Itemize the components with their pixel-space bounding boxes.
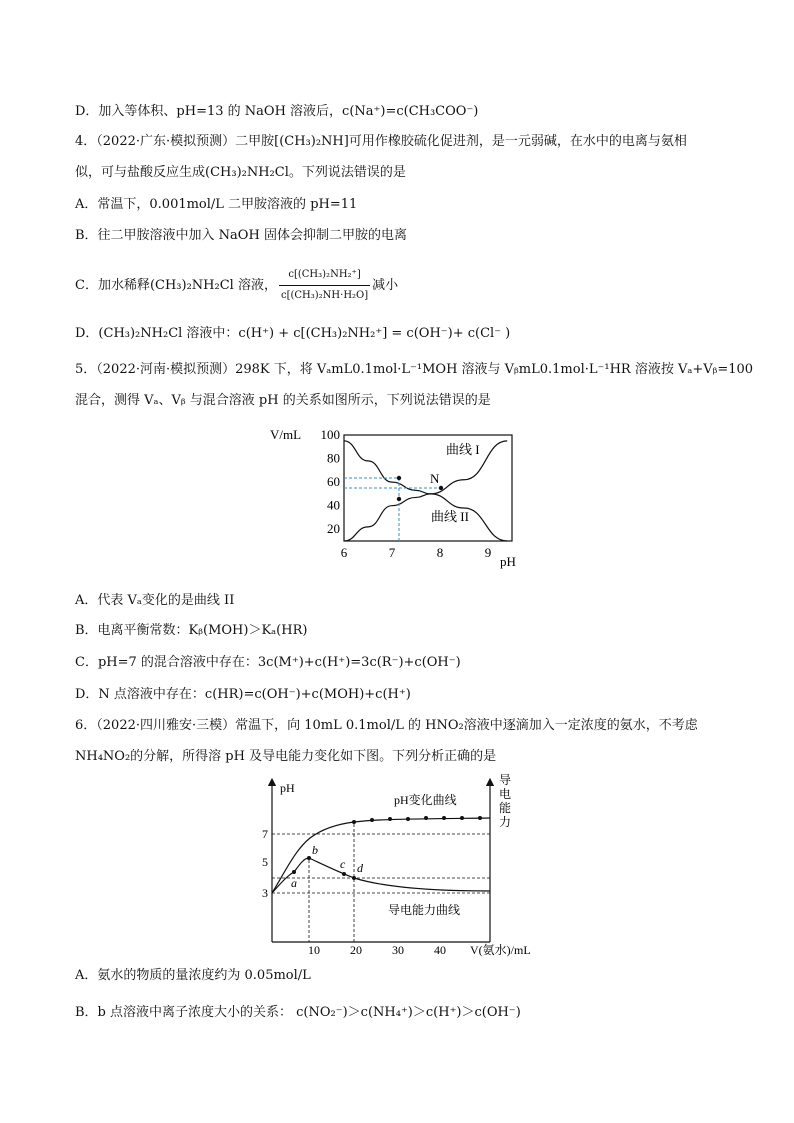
right-label-char: 能 xyxy=(498,801,512,815)
q5-chart xyxy=(268,420,528,580)
ytick-80: 80 xyxy=(327,450,340,466)
fraction-numerator: c[(CH₃)₂NH₂⁺] xyxy=(279,266,370,286)
q4-option-a: A．常温下，0.001mol/L 二甲胺溶液的 pH=11 xyxy=(75,197,358,212)
ytick-7: 7 xyxy=(262,827,268,841)
point-60 xyxy=(397,476,401,480)
right-label-char: 导 xyxy=(498,773,512,787)
point-b xyxy=(307,856,311,860)
label-b: b xyxy=(312,843,318,857)
chart1-ylabel: V/mL xyxy=(270,427,302,442)
q6-chart xyxy=(250,772,550,958)
q4-option-c-suffix: 减小 xyxy=(372,278,399,293)
xtick-7: 7 xyxy=(388,545,396,560)
point-a xyxy=(292,870,296,874)
q6-option-b: B．b 点溶液中离子浓度大小的关系： c(NO₂⁻)＞c(NH₄⁺)＞c(H⁺)＞c(OH⁻) xyxy=(75,1005,521,1020)
ytick-40: 40 xyxy=(327,497,340,513)
ytick-5: 5 xyxy=(262,855,268,869)
q6-option-a: A．氨水的物质的量浓度约为 0.05mol/L xyxy=(75,968,311,983)
point-n xyxy=(439,486,443,490)
chart2-yticks xyxy=(262,827,268,900)
fraction-denominator: c[(CH₃)₂NH·H₂O] xyxy=(280,290,369,301)
xtick-30: 30 xyxy=(392,943,404,957)
q6-stem-line1: 6．（2022·四川雅安·三模）常温下，向 10mL 0.1mol/L 的 HNO₂溶液中逐滴加入一定浓度的氨水，不考虑 xyxy=(75,718,698,733)
q4-option-c xyxy=(75,266,398,305)
ytick-3: 3 xyxy=(262,886,268,900)
point-c xyxy=(342,872,346,876)
chart1-curve-1 xyxy=(344,441,507,494)
right-label-char: 力 xyxy=(498,815,512,829)
xtick-9: 9 xyxy=(484,545,492,560)
point-40 xyxy=(397,497,401,501)
q6-stem-line2: NH₄NO₂的分解，所得溶 pH 及导电能力变化如下图。下列分析正确的是 xyxy=(75,749,497,764)
label-d: d xyxy=(357,861,363,875)
chart2-xticks xyxy=(308,943,446,957)
xtick-6: 6 xyxy=(340,545,348,560)
ph-curve xyxy=(272,818,490,893)
q5-option-b: B．电离平衡常数：Kᵦ(MOH)＞Kₐ(HR) xyxy=(75,623,308,638)
q5-stem-line1: 5．（2022·河南·模拟预测）298K 下，将 VₐmL0.1mol·L⁻¹MOH 溶液与 VᵦmL0.1mol·L⁻¹HR 溶液按 Vₐ+Vᵦ=100 xyxy=(75,362,754,377)
conductivity-points xyxy=(292,856,356,880)
q4-option-c-prefix: C．加水稀释(CH₃)₂NH₂Cl 溶液， xyxy=(75,278,277,293)
ph-curve-dots xyxy=(352,816,482,824)
chart1-yticks xyxy=(321,427,341,536)
ytick-60: 60 xyxy=(327,474,340,490)
chart2-guides xyxy=(272,824,490,942)
q5-stem-line2: 混合，测得 Vₐ、Vᵦ 与混合溶液 pH 的关系如图所示，下列说法错误的是 xyxy=(75,393,491,408)
q5-option-a: A．代表 Vₐ变化的是曲线 II xyxy=(75,593,235,608)
conductivity-curve xyxy=(272,858,490,893)
legend-ph-curve: pH变化曲线 xyxy=(394,793,457,807)
q4-option-d: D．(CH₃)₂NH₂Cl 溶液中：c(H⁺) + c[(CH₃)₂NH₂⁺] = c(OH⁻)+ c(Cl⁻ ) xyxy=(75,326,511,341)
xtick-10: 10 xyxy=(308,943,320,957)
chart1-xlabel: pH xyxy=(500,554,516,569)
right-label-char: 电 xyxy=(498,787,512,801)
label-c: c xyxy=(340,857,346,871)
ytick-100: 100 xyxy=(320,427,340,442)
legend-conductivity: 导电能力曲线 xyxy=(388,903,461,917)
q4-stem-line2: 似，可与盐酸反应生成(CH₃)₂NH₂Cl。下列说法错误的是 xyxy=(75,165,406,180)
xtick-8: 8 xyxy=(436,545,444,560)
chart1-xticks xyxy=(341,545,492,560)
legend-curve-2: 曲线 II xyxy=(431,509,469,524)
legend-curve-1: 曲线 I xyxy=(446,442,480,457)
chart2-xlabel: V(氨水)/mL xyxy=(470,943,531,957)
q4-stem-line1: 4．（2022·广东·模拟预测）二甲胺[(CH₃)₂NH]可用作橡胶硫化促进剂，是一元弱碱，在水中的电离与氨相 xyxy=(75,134,687,149)
chart2-ylabel-right xyxy=(499,773,511,829)
point-d xyxy=(352,876,356,880)
q5-option-d: D．N 点溶液中存在：c(HR)=c(OH⁻)+c(MOH)+c(H⁺) xyxy=(75,687,411,702)
q3-option-d: D．加入等体积、pH=13 的 NaOH 溶液后，c(Na⁺)=c(CH₃COO⁻) xyxy=(75,104,479,119)
point-n-label: N xyxy=(430,471,440,486)
q4-option-b: B．往二甲胺溶液中加入 NaOH 固体会抑制二甲胺的电离 xyxy=(75,228,407,243)
label-a: a xyxy=(291,876,297,890)
q4-option-c-fraction xyxy=(279,266,370,305)
chart2-ylabel: pH xyxy=(280,781,295,795)
chart1-curve-2 xyxy=(344,494,507,541)
xtick-20: 20 xyxy=(350,943,362,957)
xtick-40: 40 xyxy=(434,943,446,957)
ytick-20: 20 xyxy=(327,521,340,537)
q5-option-c: C．pH=7 的混合溶液中存在：3c(M⁺)+c(H⁺)=3c(R⁻)+c(OH⁻) xyxy=(75,655,461,670)
